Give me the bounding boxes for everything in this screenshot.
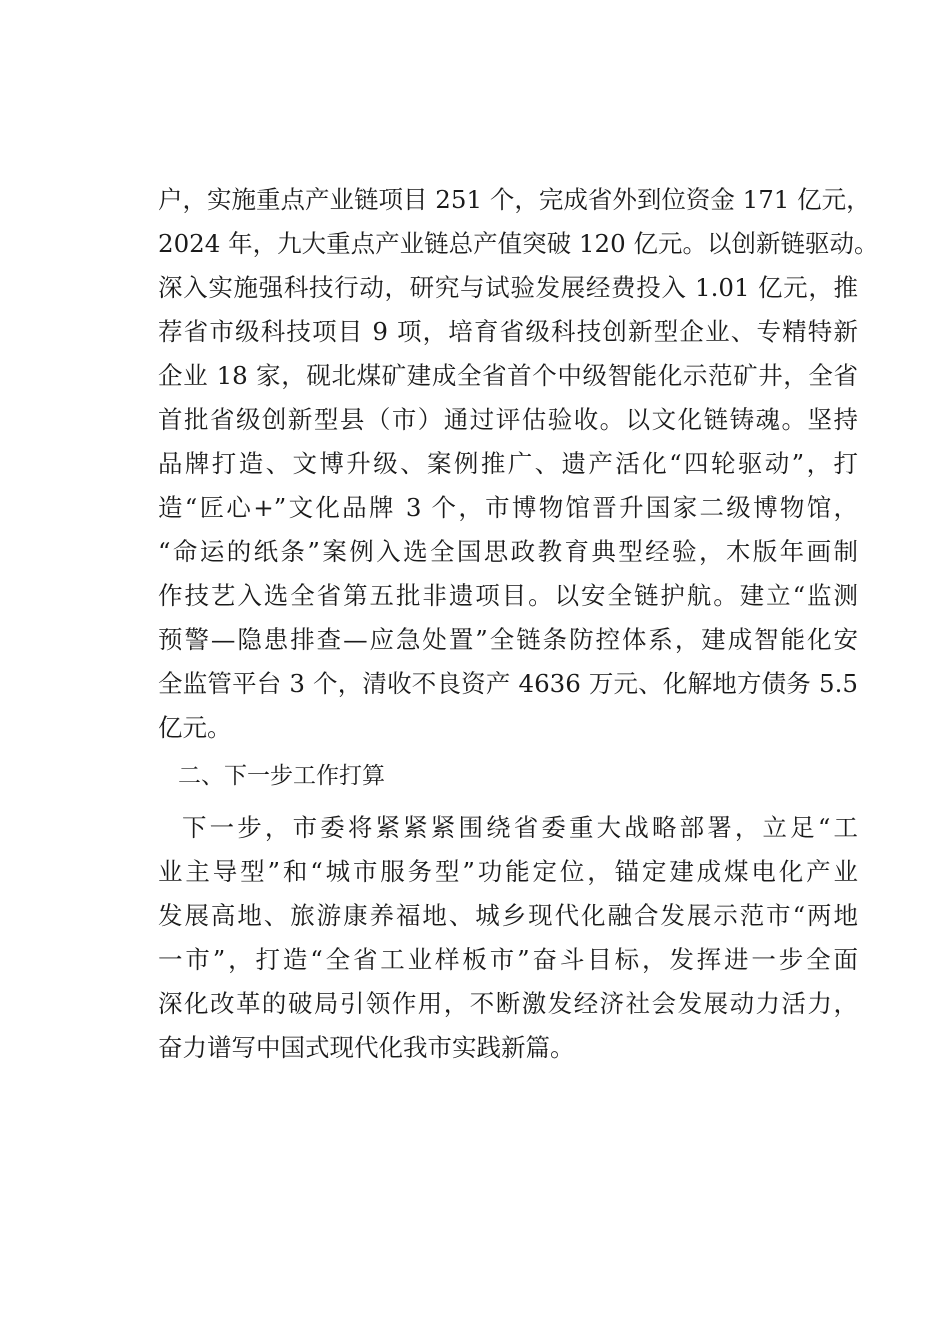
text-line: 业主导型”和“城市服务型”功能定位，锚定建成煤电化产业 [158,857,858,886]
text-line: 一市”，打造“全省工业样板市”奋斗目标，发挥进一步全面 [158,945,858,974]
text-line: 亿元。 [158,713,232,742]
text-line: 造“匠心+”文化品牌 3 个，市博物馆晋升国家二级博物馆， [158,493,858,522]
text-line: 2024 年，九大重点产业链总产值突破 120 亿元。以创新链驱动。 [158,229,879,258]
text-line: 下一步，市委将紧紧紧围绕省委重大战略部署，立足“工 [182,813,858,842]
text-line: 首批省级创新型县（市）通过评估验收。以文化链铸魂。坚持 [158,405,858,434]
text-line: 深入实施强科技行动，研究与试验发展经费投入 1.01 亿元，推 [158,273,858,302]
text-line: 全监管平台 3 个，清收不良资产 4636 万元、化解地方债务 5.5 [158,669,858,698]
text-line: 发展高地、旅游康养福地、城乡现代化融合发展示范市“两地 [158,901,858,930]
text-line: 企业 18 家，砚北煤矿建成全省首个中级智能化示范矿井，全省 [158,361,858,390]
text-line: 荐省市级科技项目 9 项，培育省级科技创新型企业、专精特新 [158,317,858,346]
text-line: 品牌打造、文博升级、案例推广、遗产活化“四轮驱动”，打 [158,449,858,478]
text-line: 户，实施重点产业链项目 251 个，完成省外到位资金 171 亿元， [158,185,871,214]
text-line: “命运的纸条”案例入选全国思政教育典型经验，木版年画制 [158,537,858,566]
text-line: 作技艺入选全省第五批非遗项目。以安全链护航。建立“监测 [158,581,858,610]
text-line: 深化改革的破局引领作用，不断激发经济社会发展动力活力， [158,989,858,1018]
section-heading: 二、下一步工作打算 [178,763,385,789]
text-line: 预警—隐患排查—应急处置”全链条防控体系，建成智能化安 [158,625,858,654]
text-line: 奋力谱写中国式现代化我市实践新篇。 [158,1033,575,1062]
